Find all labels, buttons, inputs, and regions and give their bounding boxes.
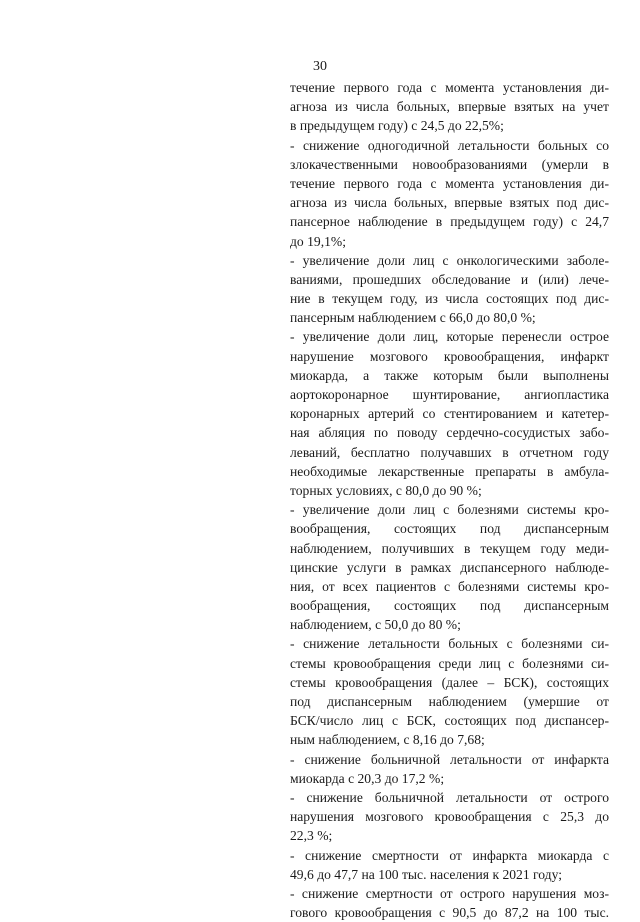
text-line: злокачественными новообразованиями (умерли в [290, 156, 609, 172]
page-number: 30 [313, 59, 327, 74]
text-line: в предыдущем году) с 24,5 до 22,5%; [290, 118, 504, 134]
text-line: ния, от всех пациентов с болезнями системы кро- [290, 578, 609, 594]
text-line: - снижение летальности больных с болезнями си- [290, 636, 609, 652]
text-line: аортокоронарное шунтирование, ангиопластика [290, 387, 609, 402]
text-line: нарушения мозгового кровообращения с 25,3 до [290, 809, 609, 825]
text-line: коронарных артерий со стентированием и катетер- [290, 406, 609, 422]
text-line: торных условиях, с 80,0 до 90 %; [290, 482, 482, 498]
text-line: - снижение смертности от инфаркта миокарда с [290, 847, 609, 863]
text-line: вообращения, состоящих под диспансерным [290, 521, 609, 537]
text-line: под диспансерным наблюдением (умершие от [290, 694, 609, 709]
text-line: наблюдением, получивших в текущем году меди- [290, 540, 609, 556]
text-line: - снижение одногодичной летальности больных со [290, 137, 609, 153]
text-line: агноза из числа больных, впервые взятых под дис- [290, 195, 609, 211]
text-line: нарушение мозгового кровообращения, инфаркт [290, 348, 609, 364]
text-line: течение первого года с момента установления ди- [290, 175, 609, 191]
text-line: - снижение больничной летальности от острого [290, 789, 609, 805]
text-line: леваний, бесплатно получавших в отчетном году [290, 444, 609, 460]
text-line: стемы кровообращения (далее – БСК), состоящих [290, 674, 609, 690]
text-line: пансерным наблюдением с 66,0 до 80,0 %; [290, 310, 536, 326]
text-line: наблюдением, с 50,0 до 80 %; [290, 617, 461, 633]
text-line: миокарда, а также которым были выполнены [290, 367, 609, 383]
text-line: - снижение больничной летальности от инфаркта [290, 751, 609, 767]
text-line: миокарда с 20,3 до 17,2 %; [290, 770, 445, 786]
text-line: ным наблюдением, с 8,16 до 7,68; [290, 732, 485, 748]
text-line: ваниями, прошедших обследование и (или) лече- [290, 271, 609, 287]
text-line: - увеличение доли лиц с болезнями системы кро- [290, 502, 609, 518]
text-line: - снижение смертности от острого нарушения моз- [290, 885, 609, 901]
text-line: ние в текущем году, из числа состоящих под дис- [290, 291, 609, 307]
text-line: стемы кровообращения среди лиц с болезнями си- [290, 655, 609, 671]
text-line: агноза из числа больных, впервые взятых на учет [290, 99, 609, 115]
text-line: пансерное наблюдение в предыдущем году) с 24,7 [290, 214, 609, 230]
body-text-column [290, 78, 609, 922]
text-line: БСК/число лиц с БСК, состоящих под диспансер- [290, 713, 609, 729]
text-line: - увеличение доли лиц, которые перенесли острое [290, 329, 609, 345]
text-line: - увеличение доли лиц с онкологическими заболе- [290, 252, 609, 268]
text-line: вообращения, состоящих под диспансерным [290, 598, 609, 614]
text-line: необходимые лекарственные препараты в амбула- [290, 463, 609, 479]
text-line: 22,3 %; [290, 828, 333, 844]
text-line: гового кровообращения с 90,5 до 87,2 на 100 тыс. [290, 905, 609, 921]
text-line: цинские услуги в рамках диспансерного наблюде- [290, 559, 609, 575]
text-line: течение первого года с момента установления ди- [290, 80, 609, 95]
text-line: до 19,1%; [290, 233, 347, 249]
text-line: 49,6 до 47,7 на 100 тыс. населения к 2021 году; [290, 866, 562, 882]
text-line: ная абляция по поводу сердечно-сосудистых забо- [290, 425, 609, 441]
